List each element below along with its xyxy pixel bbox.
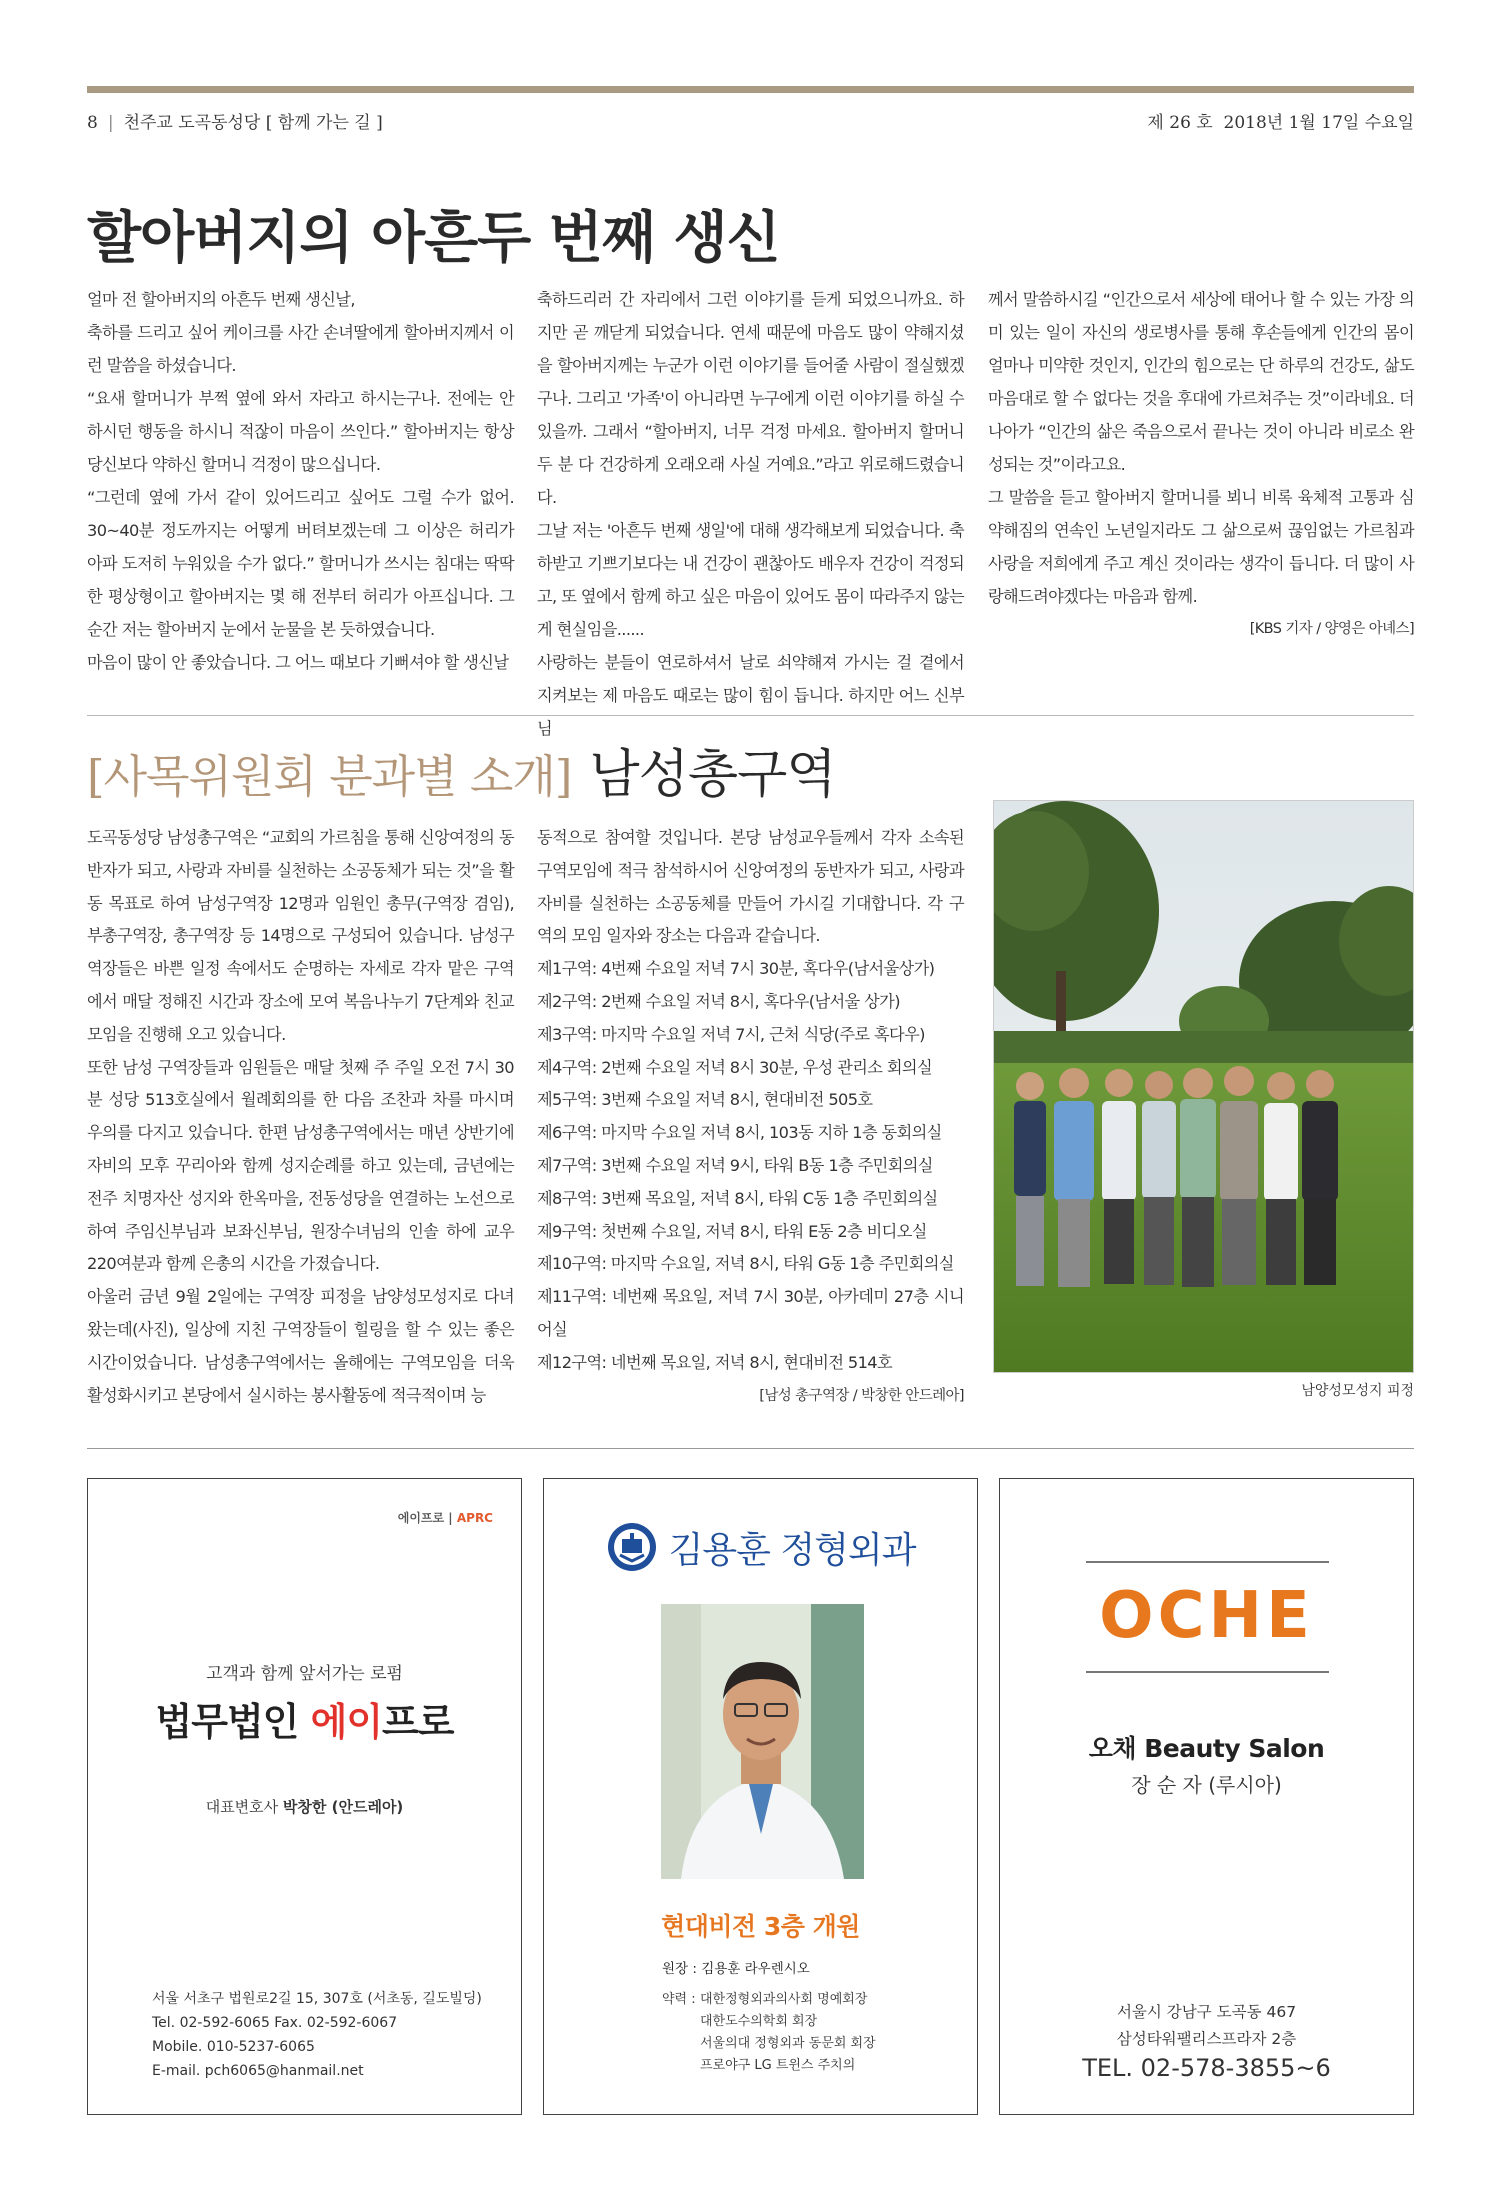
photo-caption: 남양성모성지 피정	[1301, 1383, 1414, 1399]
clinic-header	[544, 1521, 977, 1573]
law-mobile: Mobile. 010-5237-6065	[152, 2039, 315, 2055]
schedule-item: 제8구역: 3번째 목요일, 저녁 8시, 타워 C동 1층 주민회의실	[537, 1188, 938, 1208]
paragraph: 아울러 금년 9월 2일에는 구역장 피정을 남양성모성지로 다녀왔는데(사진), 일상에 지친 구역장들이 힐링을 할 수 있는 좋은 시간이었습니다. 남성총구역에서는 올해에는 구역모임을 더욱 활성화시키고 본당에서 실시하는 봉사활동에 적극적이며 능	[87, 1287, 514, 1405]
paragraph: 얼마 전 할아버지의 아흔두 번째 생신날,	[87, 290, 355, 309]
article1-column-3	[988, 283, 1414, 646]
clinic-opening: 현대비전 3층 개원	[661, 1912, 860, 1941]
oche-logo: OCHE	[1099, 1579, 1314, 1653]
article2-title: 남성총구역	[589, 745, 836, 805]
section-name: [ 함께 가는 길 ]	[265, 113, 383, 133]
law-tagline: 고객과 함께 앞서가는 로펌	[206, 1664, 403, 1684]
paragraph: 또한 남성 구역장들과 임원들은 매달 첫째 주 주일 오전 7시 30분 성당 513호실에서 월례회의를 한 다음 조찬과 차를 마시며 우의를 다지고 있습니다. 한편 남성총구역에서는 매년 상반기에 자비의 모후 꾸리아와 함께 성지순례를 하고 있는데, 금년에는 전주 치명자산 성지와 한옥마을, 전동성당을 연결하는 노선으로 하여 주임신부님과 보좌신부님, 원장수녀님의 인솔 하에 교우 220여분과 함께 은총의 시간을 가졌습니다.	[87, 1057, 514, 1274]
issue-number: 제 26 호	[1147, 113, 1213, 133]
schedule-item: 제11구역: 네번째 목요일, 저녁 7시 30분, 아카데미 27층 시니어실	[537, 1287, 964, 1339]
clinic-name: 김용훈 정형외과	[668, 1529, 916, 1571]
schedule-item: 제6구역: 마지막 수요일 저녁 8시, 103동 지하 1층 동회의실	[537, 1123, 942, 1143]
article2-column-1	[87, 822, 514, 1412]
paragraph: “요새 할머니가 부쩍 옆에 와서 자라고 하시는구나. 전에는 안 하시던 행동을 하시니 적잖이 마음이 쓰인다.” 할아버지는 항상 당신보다 약하신 할머니 걱정이 많으십니다.	[87, 389, 514, 474]
law-representative: 대표변호사 박창한 (안드레아)	[205, 1798, 404, 1816]
career-label: 약력 :	[662, 1992, 696, 2007]
header-left: 8 | 천주교 도곡동성당 [ 함께 가는 길 ]	[87, 113, 383, 133]
paragraph: 마음이 많이 안 좋았습니다. 그 어느 때보다 기뻐셔야 할 생신날	[87, 653, 509, 672]
article2-byline: [남성 총구역장 / 박창한 안드레아]	[759, 1387, 964, 1404]
salon-phone: TEL. 02-578-3855~6	[1082, 2054, 1331, 2082]
schedule-item: 제4구역: 2번째 수요일 저녁 8시 30분, 우성 관리소 회의실	[537, 1057, 932, 1077]
schedule-item: 제1구역: 4번째 수요일 저녁 7시 30분, 혹다우(남서울상가)	[537, 959, 935, 979]
article2-column-2	[537, 822, 964, 1412]
career-item: 대한도수의학회 회장	[700, 2014, 818, 2029]
schedule-item: 제7구역: 3번째 수요일 저녁 9시, 타워 B동 1층 주민회의실	[537, 1155, 933, 1175]
logo-rule-top	[1086, 1561, 1329, 1563]
clinic-ad	[543, 1478, 978, 2115]
university-emblem-icon	[606, 1521, 658, 1573]
group-photo	[993, 800, 1414, 1373]
schedule-item: 제5구역: 3번째 수요일 저녁 8시, 현대비전 505호	[537, 1090, 873, 1110]
article2-heading	[87, 732, 836, 807]
section-divider	[87, 715, 1414, 716]
header-right	[1147, 108, 1414, 133]
issue-date: 2018년 1월 17일 수요일	[1223, 113, 1414, 133]
article1-column-2	[537, 283, 964, 745]
top-rule	[87, 86, 1414, 93]
paragraph: “그런데 옆에 가서 같이 있어드리고 싶어도 그럴 수가 없어. 30~40분 정도까지는 어떻게 버텨보겠는데 그 이상은 허리가 아파 도저히 누워있을 수가 없다.” 할머니가 쓰시는 침대는 딱딱한 평상형이고 할아버지는 몇 해 전부터 허리가 아프십니다. 그 순간 저는 할아버지 눈에서 눈물을 본 듯하였습니다.	[87, 488, 514, 639]
paragraph: 사랑하는 분들이 연로하셔서 날로 쇠약해져 가시는 걸 곁에서 지켜보는 제 마음도 때로는 많이 힘이 듭니다. 하지만 어느 신부님	[537, 653, 964, 738]
law-address: 서울 서초구 법원로2길 15, 307호 (서초동, 길도빌딩)	[152, 1991, 482, 2007]
law-firm-name: 법무법인 에이프로	[155, 1700, 454, 1744]
doctor-photo	[661, 1604, 864, 1879]
career-item: 프로야구 LG 트윈스 주치의	[700, 2058, 856, 2073]
career-item: 서울의대 정형외과 동문회 회장	[700, 2036, 876, 2051]
section-divider	[87, 1448, 1414, 1449]
paragraph: 도곡동성당 남성총구역은 “교회의 가르침을 통해 신앙여정의 동반자가 되고, 사랑과 자비를 실천하는 소공동체가 되는 것”을 활동 목표로 하여 남성구역장 12명과 임원인 총무(구역장 겸임), 부총구역장, 총구역장 등 14명으로 구성되어 있습니다. 남성구역장들은 바쁜 일정 속에서도 순명하는 자세로 각자 맡은 구역에서 매달 정해진 시간과 장소에 모여 복음나누기 7단계와 친교 모임을 진행해 오고 있습니다.	[87, 828, 514, 1044]
law-contact	[152, 1987, 482, 2083]
article-title: 할아버지의 아흔두 번째 생신	[87, 205, 780, 271]
clinic-career	[662, 1989, 876, 2077]
clinic-director: 원장 : 김용훈 라우렌시오	[662, 1961, 810, 1977]
schedule-item: 제2구역: 2번째 수요일 저녁 8시, 혹다우(남서울 상가)	[537, 991, 900, 1011]
career-item: 대한정형외과의사회 명예회장	[700, 1992, 868, 2007]
salon-owner: 장 순 자 (루시아)	[1131, 1773, 1282, 1797]
law-tel-fax: Tel. 02-592-6065 Fax. 02-592-6067	[152, 2015, 398, 2031]
law-firm-ad	[87, 1478, 522, 2115]
page-header	[87, 108, 1414, 136]
logo-rule-bottom	[1086, 1671, 1329, 1673]
paragraph: 축하를 드리고 싶어 케이크를 사간 손녀딸에게 할아버지께서 이런 말씀을 하셨습니다.	[87, 323, 514, 375]
schedule-item: 제10구역: 마지막 수요일, 저녁 8시, 타워 G동 1층 주민회의실	[537, 1254, 954, 1274]
article1-column-1	[87, 283, 514, 679]
salon-address: 서울시 강남구 도곡동 467 삼성타워팰리스프라자 2층	[1116, 2003, 1297, 2048]
paragraph: 동적으로 참여할 것입니다. 본당 남성교우들께서 각자 소속된 구역모임에 적극 참석하시어 신앙여정의 동반자가 되고, 사랑과 자비를 실천하는 소공동체를 만들어 가시길 기대합니다. 각 구역의 모임 일자와 장소는 다음과 같습니다.	[537, 828, 964, 946]
paragraph: 께서 말씀하시길 “인간으로서 세상에 태어나 할 수 있는 가장 의미 있는 일이 자신의 생로병사를 통해 후손들에게 인간의 몸이 얼마나 미약한 것인지, 인간의 힘으로는 단 하루의 건강도, 삶도 마음대로 할 수 없다는 것을 후대에 가르쳐주는 것”이라네요. 더 나아가 “인간의 삶은 죽음으로서 끝나는 것이 아니라 비로소 완성되는 것”이라고요.	[988, 290, 1414, 474]
paragraph: 축하드리러 간 자리에서 그런 이야기를 듣게 되었으니까요. 하지만 곧 깨닫게 되었습니다. 연세 때문에 마음도 많이 약해지셨을 할아버지께는 누군가 이런 이야기를 들어줄 사람이 절실했겠구나. 그리고 '가족'이 아니라면 누구에게 이런 이야기를 하실 수 있을까. 그래서 “할아버지, 너무 걱정 마세요. 할아버지 할머니 두 분 다 건강하게 오래오래 사실 거예요.”라고 위로해드렸습니다.	[537, 290, 964, 507]
aprc-logo: 에이프로 | APRC	[397, 1511, 493, 1525]
salon-name: 오채 Beauty Salon	[1088, 1734, 1325, 1763]
article1-byline: [KBS 기자 / 양영은 아녜스]	[1249, 621, 1414, 637]
paragraph: 그 말씀을 듣고 할아버지 할머니를 뵈니 비록 육체적 고통과 심약해짐의 연속인 노년일지라도 그 삶으로써 끊임없는 가르침과 사랑을 저희에게 주고 계신 것이라는 생각이 듭니다. 더 많이 사랑해드려야겠다는 마음과 함께.	[988, 488, 1414, 606]
page-number: 8	[87, 113, 98, 133]
publication-name: 천주교 도곡동성당	[123, 113, 261, 133]
article2-category: [사목위원회 분과별 소개]	[87, 750, 572, 803]
schedule-item: 제12구역: 네번째 목요일, 저녁 8시, 현대비전 514호	[537, 1352, 893, 1372]
paragraph: 그날 저는 '아흔두 번째 생일'에 대해 생각해보게 되었습니다. 축하받고 기쁘기보다는 내 건강이 괜찮아도 배우자 건강이 걱정되고, 또 옆에서 함께 하고 싶은 마음이 있어도 몸이 따라주지 않는 게 현실임을......	[537, 521, 964, 639]
schedule-item: 제3구역: 마지막 수요일 저녁 7시, 근처 식당(주로 혹다우)	[537, 1024, 925, 1044]
law-email: E-mail. pch6065@hanmail.net	[152, 2063, 364, 2079]
schedule-item: 제9구역: 첫번째 수요일, 저녁 8시, 타워 E동 2층 비디오실	[537, 1221, 927, 1241]
salon-ad	[999, 1478, 1414, 2115]
